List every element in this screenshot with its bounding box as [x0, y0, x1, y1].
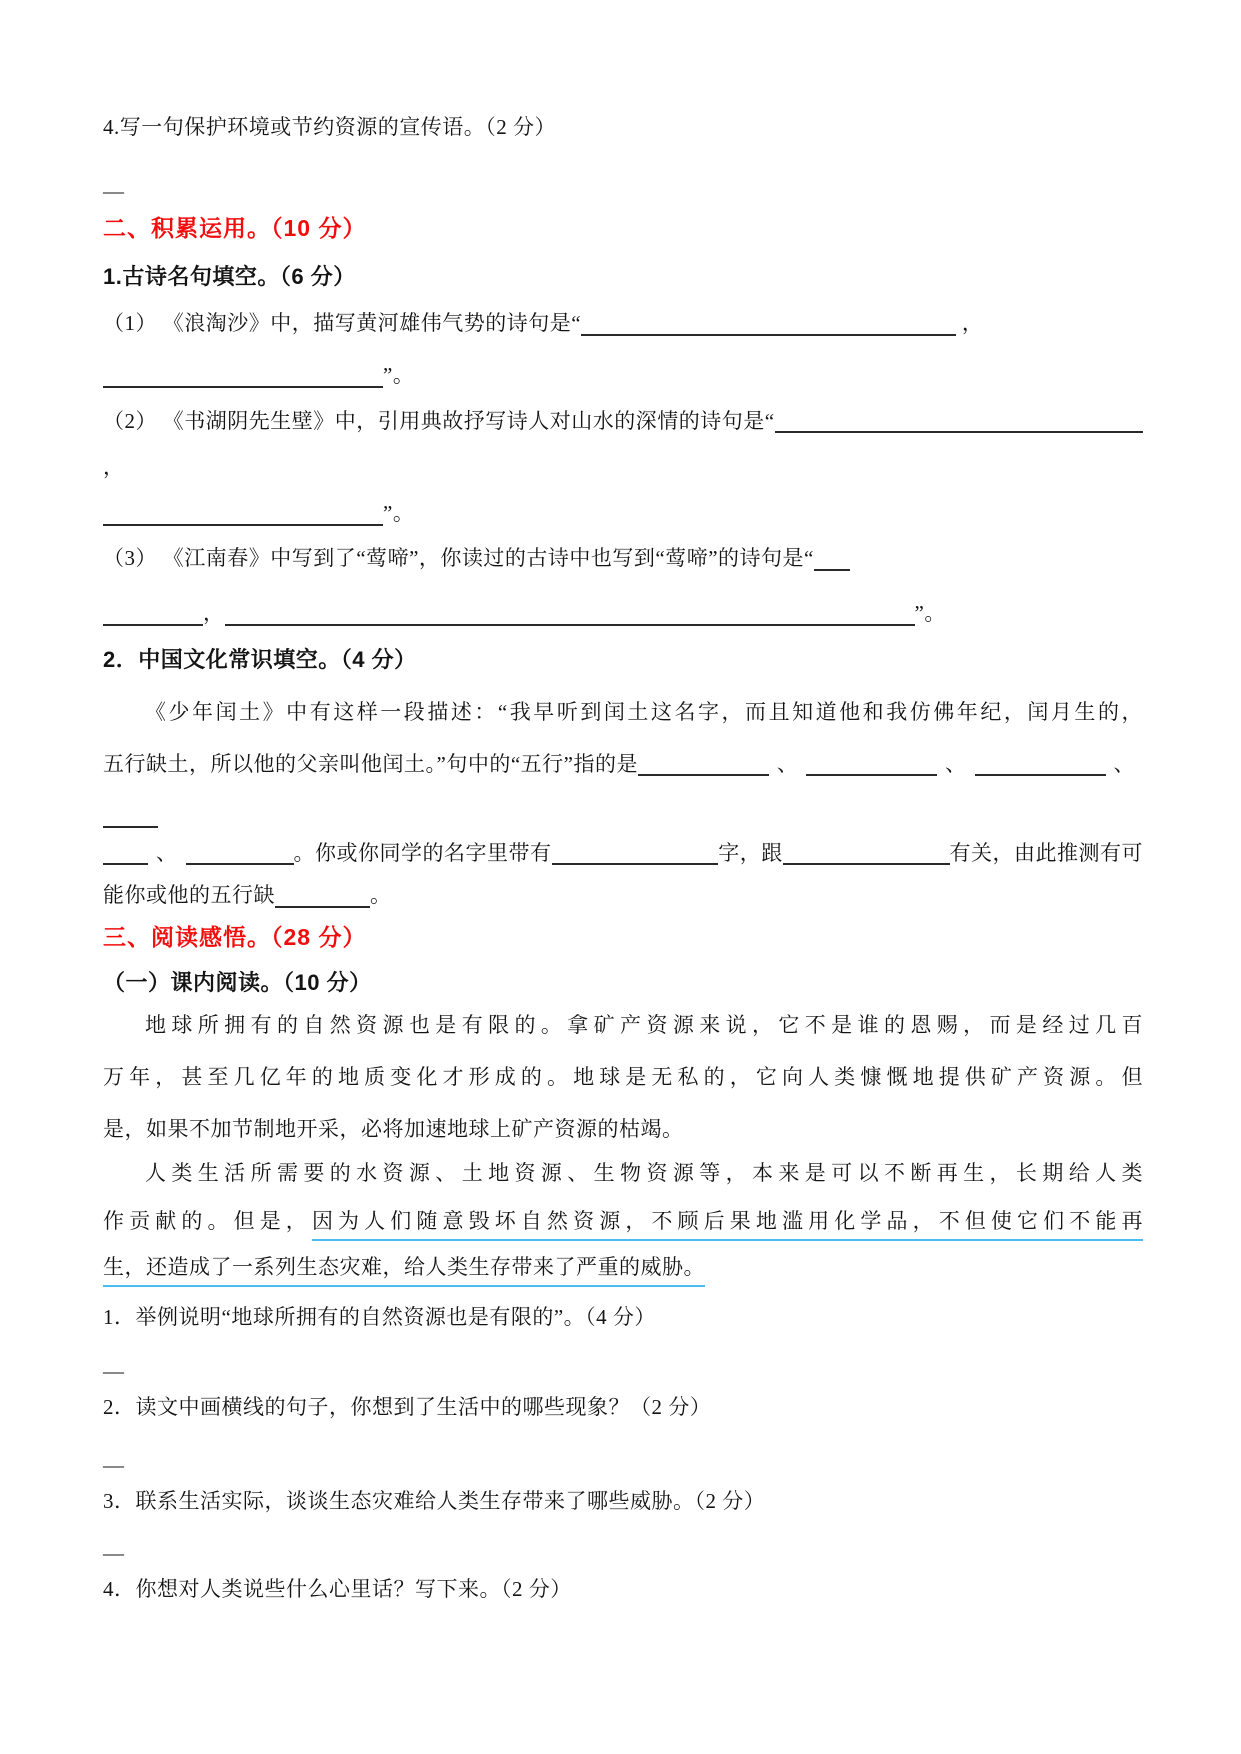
culture-passage-line-1: [103, 697, 1143, 727]
answer-blank: [103, 362, 383, 388]
comma-mark: ，: [103, 455, 125, 479]
answer-blank: [638, 750, 769, 776]
poem-item-3-answer-line: [103, 598, 1143, 628]
passage-text: 五行缺土，所以他的父亲叫他闰土。”句中的“五行”指的是: [103, 752, 638, 776]
enum-mark: 、: [945, 752, 967, 776]
closing-quote: ”。: [383, 501, 415, 525]
comma-mark: ，: [961, 311, 984, 335]
poem-item-3: [103, 543, 1143, 573]
subheading-text: （一）课内阅读。（10 分）: [103, 970, 372, 995]
poem-item-2-answer-line: [103, 498, 1143, 528]
poem-item-2: [103, 406, 1143, 436]
underlined-sentence: 生，还造成了一系列生态灾难，给人类生存带来了严重的威胁。: [103, 1255, 705, 1287]
reading-paragraph-2-line-2: [103, 1206, 1143, 1236]
question-text: 4.写一句保护环境或节约资源的宣传语。（2 分）: [103, 115, 556, 139]
answer-blank: [975, 750, 1106, 776]
poem-item-1-answer-line: [103, 360, 1143, 390]
poem-item-3-prompt: （3） 《江南春》中写到了“莺啼”，你读过的古诗中也写到“莺啼”的诗句是“: [103, 546, 814, 570]
reading-question-1: [103, 1302, 1143, 1332]
subheading-culture-fill: [103, 645, 1143, 675]
section-heading-reading: [103, 922, 1143, 952]
reading-paragraph-2-line-1: [103, 1158, 1143, 1188]
passage-text: 人类生活所需要的水资源、土地资源、生物资源等，本来是可以不断再生，长期给人类: [145, 1161, 1143, 1185]
poem-item-2-prompt: （2） 《书湖阴先生壁》中，引用典故抒写诗人对山水的深情的诗句是“: [103, 409, 775, 433]
answer-blank: [186, 839, 294, 865]
subheading-text: 2．中国文化常识填空。（4 分）: [103, 647, 417, 672]
answer-blank: [225, 600, 915, 626]
section-heading-text: 二、积累运用。（10 分）: [103, 215, 367, 241]
answer-blank: [775, 407, 1143, 433]
reading-question-3: [103, 1486, 1143, 1516]
answer-blank: [103, 600, 203, 626]
underlined-sentence: 因为人们随意毁坏自然资源，不顾后果地滥用化学品，不但使它们不能再: [312, 1209, 1143, 1241]
reading-paragraph-1-line-1: [103, 1010, 1143, 1040]
passage-text: 万年，甚至几亿年的地质变化才形成的。地球是无私的，它向人类慷慨地提供矿产资源。但: [103, 1065, 1143, 1089]
period-mark: 。: [370, 883, 392, 907]
answer-blank: [806, 750, 937, 776]
answer-blank: [552, 839, 719, 865]
passage-text: 作贡献的。但是，: [103, 1209, 312, 1233]
question-write-slogan: [103, 112, 1143, 142]
enum-mark: 、: [776, 752, 799, 776]
answer-blank: [103, 839, 148, 865]
passage-text: 有关，由此推测有可: [949, 841, 1143, 865]
dash-text: —: [103, 1541, 125, 1565]
reading-paragraph-1-line-3: [103, 1114, 1143, 1144]
culture-tail-line: [103, 880, 1143, 910]
answer-blank: [783, 839, 950, 865]
answer-blank: [814, 545, 850, 571]
reading-question-2: [103, 1392, 1143, 1422]
poem-item-1: [103, 308, 1143, 338]
poem-item-2-comma-line: [103, 452, 1143, 482]
question-text: 4．你想对人类说些什么心里话？写下来。（2 分）: [103, 1577, 572, 1601]
answer-blank: [581, 310, 956, 336]
answer-dash-4: [103, 1538, 1143, 1568]
closing-quote: ”。: [383, 363, 415, 387]
question-text: 1．举例说明“地球所拥有的自然资源也是有限的”。（4 分）: [103, 1305, 656, 1329]
culture-blank-continuation: [103, 800, 1143, 830]
enum-mark: 、: [156, 841, 178, 865]
reading-paragraph-2-line-3: [103, 1252, 1143, 1282]
answer-dash-1: [103, 176, 1143, 206]
enum-mark: 、: [1113, 752, 1135, 776]
subheading-in-class-reading: [103, 968, 1143, 998]
poem-item-1-prompt: （1） 《浪淘沙》中，描写黄河雄伟气势的诗句是“: [103, 311, 582, 335]
subheading-poetry-fill: [103, 262, 1143, 292]
dash-text: —: [103, 1453, 125, 1477]
answer-blank: [275, 882, 370, 908]
passage-text: 是，如果不加节制地开采，必将加速地球上矿产资源的枯竭。: [103, 1117, 684, 1141]
answer-blank: [103, 802, 158, 828]
passage-text: 《少年闰土》中有这样一段描述：“我早听到闰土这名字，而且知道他和我仿佛年纪，闰月生的，: [145, 700, 1143, 724]
section-heading-text: 三、阅读感悟。（28 分）: [103, 924, 367, 950]
reading-question-4: [103, 1574, 1143, 1604]
culture-passage-line-2: [103, 749, 1143, 779]
dash-text: —: [103, 179, 125, 203]
dash-text: —: [103, 1359, 125, 1383]
reading-paragraph-1-line-2: [103, 1062, 1143, 1092]
passage-text: 地球所拥有的自然资源也是有限的。拿矿产资源来说，它不是谁的恩赐，而是经过几百: [145, 1013, 1143, 1037]
passage-text: 。你或你同学的名字里带有: [293, 841, 552, 865]
passage-text: 能你或他的五行缺: [103, 883, 275, 907]
answer-blank: [103, 500, 383, 526]
subheading-text: 1.古诗名句填空。（6 分）: [103, 264, 356, 289]
answer-dash-2: [103, 1356, 1143, 1386]
culture-name-line: [103, 838, 1143, 868]
closing-quote: ”。: [914, 601, 946, 625]
answer-dash-3: [103, 1450, 1143, 1480]
question-text: 2．读文中画横线的句子，你想到了生活中的哪些现象？（2 分）: [103, 1395, 712, 1419]
question-text: 3．联系生活实际，谈谈生态灾难给人类生存带来了哪些威胁。（2 分）: [103, 1489, 766, 1513]
comma-mark: ，: [203, 601, 225, 625]
passage-text: 字，跟: [718, 841, 783, 865]
section-heading-accumulation: [103, 213, 1143, 243]
